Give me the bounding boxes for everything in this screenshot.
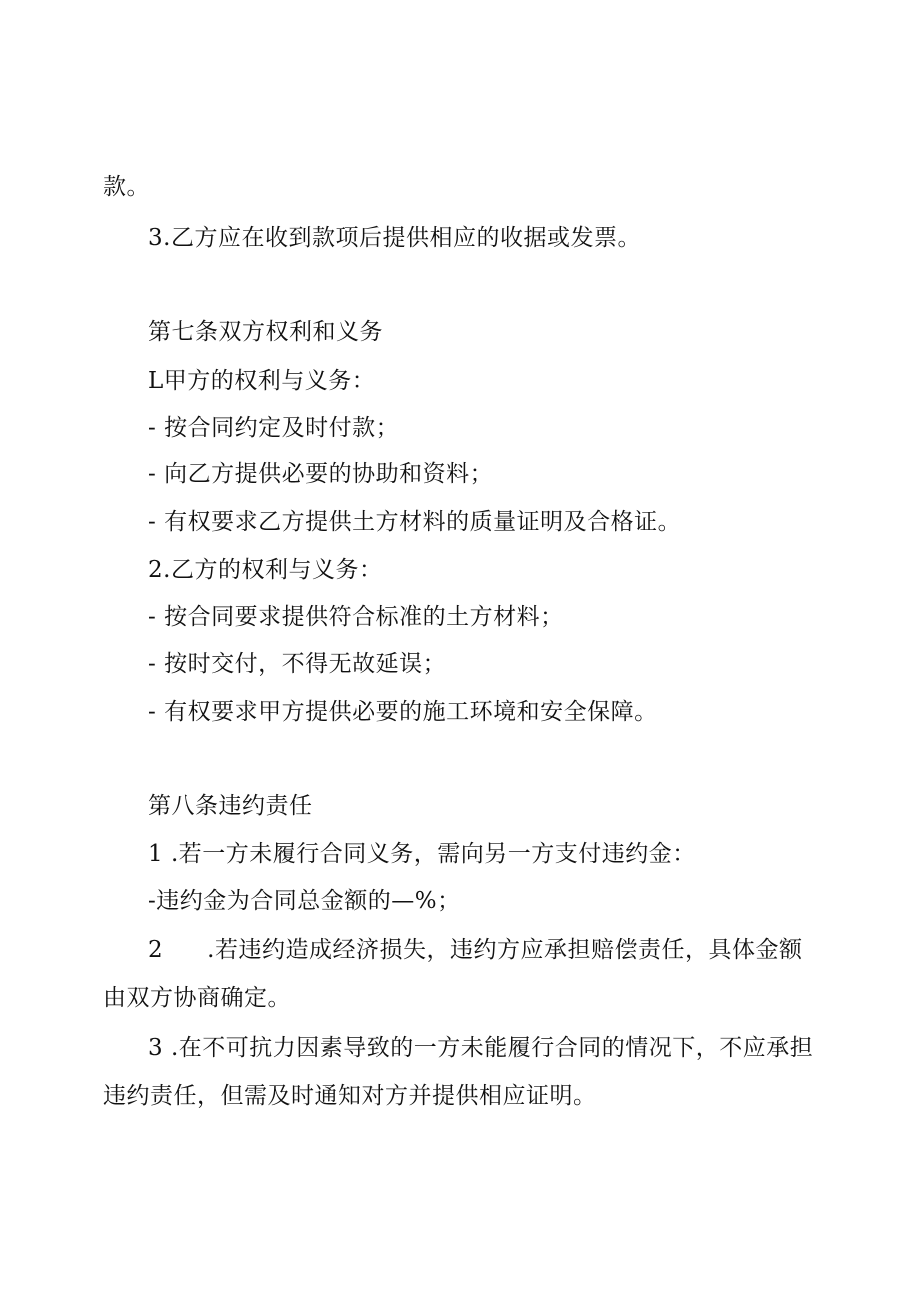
sec8-item-3: 3 .在不可抗力因素导致的一方未能履行合同的情况下，不应承担 — [148, 1035, 814, 1061]
sec7-party-a-item: - 按合同约定及时付款； — [148, 415, 400, 441]
sec7-party-a-item: - 向乙方提供必要的协助和资料； — [148, 461, 494, 487]
sec8-item-3-continuation: 违约责任，但需及时通知对方并提供相应证明。 — [103, 1083, 597, 1109]
sec8-item-2 — [148, 935, 802, 965]
paragraph-continuation: 款。 — [103, 174, 150, 200]
sec7-party-b-item: - 按时交付，不得无故延误； — [148, 651, 447, 677]
sec8-item-1: 1 .若一方未履行合同义务，需向另一方支付违约金： — [148, 841, 696, 867]
sec8-item-2-continuation: 由双方协商确定。 — [103, 985, 291, 1011]
sec7-party-b-item: - 按合同要求提供符合标准的土方材料； — [148, 604, 564, 630]
sec8-item-1-sub: -违约金为合同总金额的—%； — [148, 888, 461, 914]
sec6-item-3: 3.乙方应在收到款项后提供相应的收据或发票。 — [148, 225, 641, 251]
sec7-party-b-item: - 有权要求甲方提供必要的施工环境和安全保障。 — [148, 699, 658, 725]
sec8-title: 第八条违约责任 — [148, 793, 313, 819]
sec7-party-a-heading: L甲方的权利与义务： — [148, 368, 376, 394]
sec7-party-b-heading: 2.乙方的权利与义务： — [148, 557, 383, 583]
sec7-party-a-item: - 有权要求乙方提供土方材料的质量证明及合格证。 — [148, 509, 682, 535]
sec8-item-2-text: .若违约造成经济损失，违约方应承担赔偿责任，具体金额 — [207, 937, 803, 963]
sec8-item-2-number: 2 — [148, 937, 164, 963]
sec7-title: 第七条双方权利和义务 — [148, 319, 383, 345]
